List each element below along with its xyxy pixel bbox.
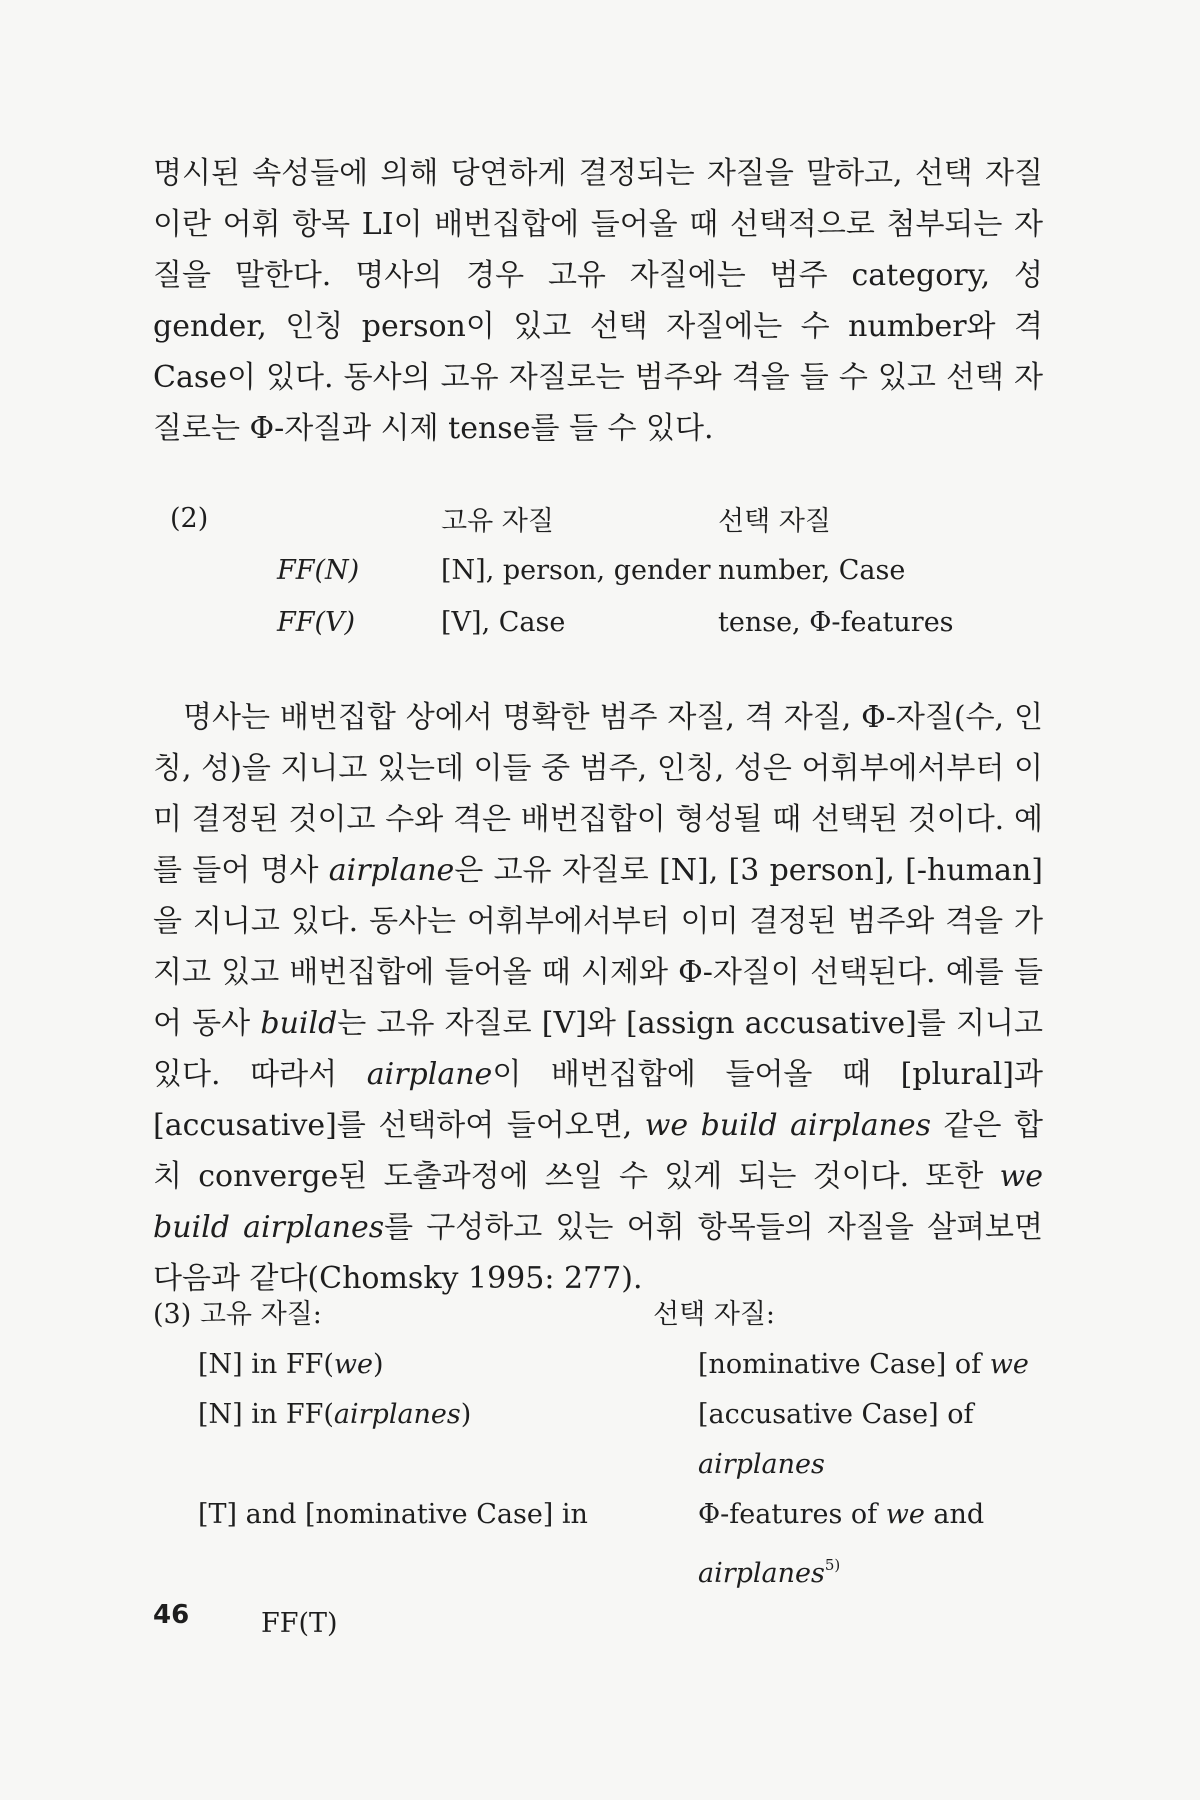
row-label: FF(V) bbox=[277, 606, 356, 638]
inherent-item: [N] in FF(we) bbox=[198, 1349, 384, 1380]
optional-cell: tense, Φ-features bbox=[718, 606, 954, 638]
inherent-features-header: 고유 자질 bbox=[441, 505, 554, 537]
example-2-table bbox=[170, 492, 1050, 648]
inherent-heading: (3) 고유 자질: bbox=[153, 1299, 322, 1330]
inherent-cell: [V], Case bbox=[441, 606, 566, 638]
inherent-cell: [N], person, gender bbox=[441, 554, 711, 586]
example-3 bbox=[153, 1290, 1043, 1649]
optional-features-header: 선택 자질 bbox=[718, 505, 831, 537]
list-item bbox=[153, 1599, 1043, 1649]
italic-term: airplane bbox=[366, 1057, 493, 1092]
text-run: 이 배번집합에 들어올 때 [plural]과 [accusative]를 선택하여 들어오면, bbox=[153, 1057, 1043, 1143]
optional-item: [accusative Case] of airplanes bbox=[698, 1399, 974, 1480]
optional-heading: 선택 자질: bbox=[653, 1299, 776, 1330]
italic-term: we build airplanes bbox=[153, 1159, 1043, 1245]
paragraph-1: 명시된 속성들에 의해 당연하게 결정되는 자질을 말하고, 선택 자질이란 어휘 항목 LI이 배번집합에 들어올 때 선택적으로 첨부되는 자질을 말한다. 명사의 경우 고유 자질에는 범주 category, 성 gender, 인칭 person이 있고 선택 자질에는 수 number와 격 Case이 있다. 동사의 고유 자질로는 범주와 격을 들 수 있고 선택 자질로는 Φ-자질과 시제 tense를 들 수 있다. bbox=[153, 156, 1043, 446]
inherent-item-continued: FF(T) bbox=[261, 1608, 338, 1639]
italic-term: build bbox=[260, 1006, 338, 1041]
list-item bbox=[153, 1340, 1043, 1390]
row-label: FF(N) bbox=[277, 554, 360, 586]
italic-term: airplane bbox=[328, 853, 455, 888]
list-item bbox=[153, 1390, 1043, 1490]
text-run: 를 구성하고 있는 어휘 항목들의 자질을 살펴보면 다음과 같다(Chomsky 1995: 277). bbox=[153, 1210, 1043, 1296]
footnote-marker[interactable]: 5) bbox=[824, 1556, 841, 1574]
text-run: 같은 합치 converge된 도출과정에 쓰일 수 있게 되는 것이다. 또한 bbox=[153, 1108, 1044, 1194]
list-item bbox=[153, 1490, 1043, 1599]
example-2-header-row bbox=[170, 492, 1050, 544]
italic-term: we build airplanes bbox=[644, 1108, 932, 1143]
table-row bbox=[170, 544, 1050, 596]
optional-item: [nominative Case] of we bbox=[698, 1349, 1029, 1380]
inherent-item: [T] and [nominative Case] in bbox=[198, 1499, 588, 1530]
paragraph-2 bbox=[153, 692, 1043, 1304]
optional-item: Φ-features of we and airplanes$^{5)}$ bbox=[698, 1499, 985, 1589]
example-2-number: (2) bbox=[170, 502, 209, 534]
page-number: 46 bbox=[153, 1600, 190, 1630]
inherent-item: [N] in FF(airplanes) bbox=[198, 1399, 472, 1430]
optional-cell: number, Case bbox=[718, 554, 906, 586]
text-run: 명사는 배번집합 상에서 명확한 범주 자질, 격 자질, Φ-자질(수, 인칭, 성)을 지니고 있는데 이들 중 범주, 인칭, 성은 어휘부에서부터 이미 결정된 것이고 수와 격은 배번집합이 형성될 때 선택된 것이다. 예를 들어 명사 bbox=[153, 700, 1043, 888]
example-3-header bbox=[153, 1290, 1043, 1340]
table-row bbox=[170, 596, 1050, 648]
text-run: 는 고유 자질로 [V]와 [assign accusative]를 지니고 있다. 따라서 bbox=[153, 1006, 1043, 1092]
text-run: 은 고유 자질로 [N], [3 person], [-human]을 지니고 있다. 동사는 어휘부에서부터 이미 결정된 범주와 격을 가지고 있고 배번집합에 들어올 때 시제와 Φ-자질이 선택된다. 예를 들어 동사 bbox=[153, 853, 1043, 1041]
